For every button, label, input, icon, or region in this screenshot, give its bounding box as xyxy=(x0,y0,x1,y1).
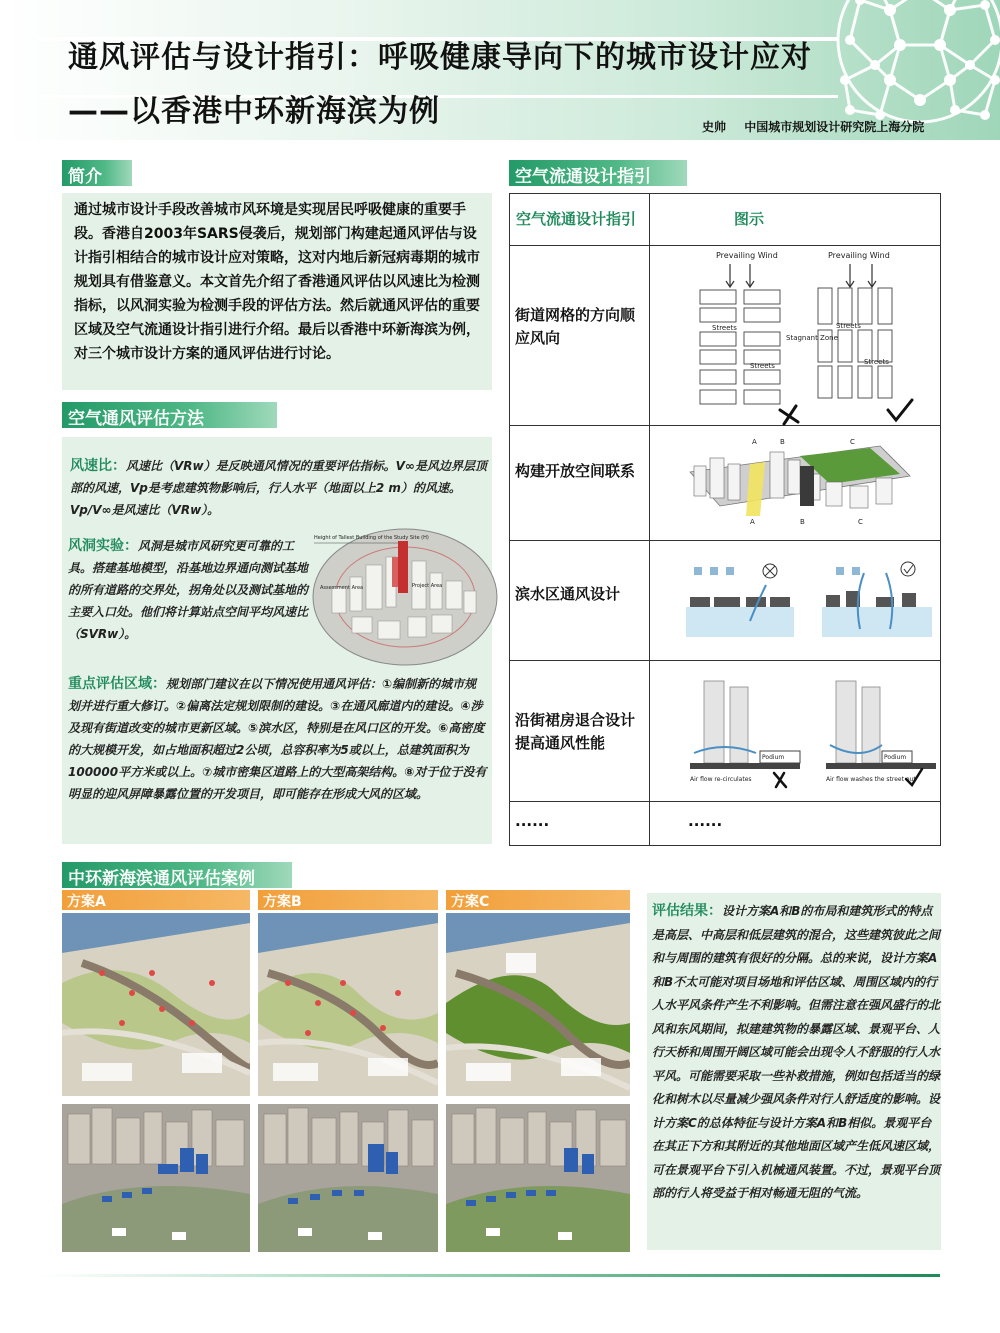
row-label-waterfront: 滨水区通风设计 xyxy=(515,585,621,603)
table-row xyxy=(510,802,940,845)
scheme-b-model-photo xyxy=(258,1104,438,1252)
row-label-ellipsis: ...... xyxy=(515,812,550,830)
table-header-row xyxy=(510,194,940,246)
cases-heading: 中环新海滨通风评估案例 xyxy=(62,862,292,888)
table-cell-label xyxy=(510,246,650,425)
result-paragraph xyxy=(652,900,940,1206)
caption-recirculates: Air flow re-circulates xyxy=(690,776,752,783)
open-space-diagram xyxy=(650,426,940,541)
podium-setback-diagram xyxy=(650,661,940,802)
vrw-paragraph xyxy=(70,455,490,521)
key-areas-text: 规划部门建议在以下情况使用通风评估：①编制新的城市规划并进行重大修订。②偏离法定规划限制的建设。③在通风廊道内的建设。④涉及现有街道改变的城市更新区域。⑤滨水区，特别是在风口区的开发。⑥高密度的大规模开发，如占地面积超过2公顷，总容积率为5或以上，总建筑面积为100000平方米或以上。⑦城市密集区道路上的大型高架结构。⑧对于位于没有明显的迎风屏障暴露位置的开发项目，即可能存在形成大风的区域。 xyxy=(68,677,487,801)
scheme-b-heading: 方案B xyxy=(258,890,438,910)
streets-label-right-2: Streets xyxy=(864,358,889,366)
author-name: 史帅 xyxy=(702,120,727,134)
footer-rule xyxy=(40,1274,940,1277)
wind-tunnel-label: 风洞实验： xyxy=(68,538,138,554)
table-cell-figure xyxy=(650,246,940,425)
table-cell-figure xyxy=(650,802,940,845)
wind-tunnel-paragraph xyxy=(68,535,308,645)
wind-tunnel-text: 风洞是城市风研究更可靠的工具。搭建基地模型，沿基地边界通向测试基地的所有道路的交界处，拐角处以及测试基地的主要入口处。他们将计算站点空间平均风速比（SVRw）。 xyxy=(68,539,309,641)
poster-title-line1: 通风评估与设计指引：呼吸健康导向下的城市设计应对 xyxy=(68,40,812,75)
author-organization: 中国城市规划设计研究院上海分院 xyxy=(744,120,925,134)
section-c-bottom: C xyxy=(858,518,863,526)
street-grid-diagram xyxy=(650,246,940,426)
streets-label-right: Streets xyxy=(836,322,861,330)
vrw-text: 风速比（VRw）是反映通风情况的重要评估指标。V∞是风边界层顶部的风速，Vp是考虑建筑物影响后，行人水平（地面以上2 m）的风速。Vp/V∞是风速比（VRw）。 xyxy=(70,459,487,517)
table-row xyxy=(510,426,940,541)
table-cell-label xyxy=(510,661,650,801)
table-col-guide: 空气流通设计指引 xyxy=(516,210,637,228)
table-header-cell-right xyxy=(650,194,940,245)
section-b-top: B xyxy=(780,438,785,446)
table-col-figure: 图示 xyxy=(734,210,765,228)
intro-text: 通过城市设计手段改善城市风环境是实现居民呼吸健康的重要手段。香港自2003年SARS侵袭后，规划部门构建起通风评估与设计指引相结合的城市设计应对策略，这对内地后新冠病毒期的城市规划具有借鉴意义。本文首先介绍了香港通风评估以风速比为检测指标，以风洞实验为检测手段的评估方法。然后就通风评估的重要区域及空气流通设计指引进行介绍。最后以香港中环新海滨为例，对三个城市设计方案的通风评估进行讨论。 xyxy=(74,202,480,362)
table-header-cell-left xyxy=(510,194,650,245)
table-row xyxy=(510,246,940,426)
scheme-a-heading: 方案A xyxy=(62,890,250,910)
table-row xyxy=(510,541,940,661)
caption-washes-out: Air flow washes the street out xyxy=(826,776,916,783)
scheme-b-plan-image xyxy=(258,913,438,1096)
poster-title-line2: ——以香港中环新海滨为例 xyxy=(68,94,440,129)
scheme-c-plan-image xyxy=(446,913,630,1096)
waterfront-diagram xyxy=(650,541,940,661)
guide-table xyxy=(509,193,941,846)
tunnel-label-assessment: Assessment Area xyxy=(320,585,364,591)
prevailing-wind-label-right: Prevailing Wind xyxy=(828,251,890,260)
guide-heading: 空气流通设计指引 xyxy=(509,160,687,186)
streets-label-left: Streets xyxy=(712,324,737,332)
vrw-label: 风速比： xyxy=(70,458,126,474)
key-areas-paragraph xyxy=(68,673,488,805)
scheme-c-heading: 方案C xyxy=(446,890,630,910)
podium-label-left: Podium xyxy=(762,754,785,761)
section-a-bottom: A xyxy=(750,518,755,526)
method-heading: 空气通风评估方法 xyxy=(62,402,277,428)
table-cell-label xyxy=(510,426,650,540)
intro-heading: 简介 xyxy=(62,160,132,186)
author-info xyxy=(702,118,938,135)
podium-label-right: Podium xyxy=(884,754,907,761)
wind-tunnel-model-image xyxy=(312,517,498,667)
key-areas-label: 重点评估区域： xyxy=(68,676,166,692)
stagnant-zone-label: Stagnant Zone xyxy=(786,334,838,342)
section-a-top: A xyxy=(752,438,757,446)
table-cell-figure xyxy=(650,661,940,801)
section-b-bottom: B xyxy=(800,518,805,526)
row-label-podium-setback: 沿街裙房退合设计提高通风性能 xyxy=(515,711,636,752)
streets-label-left-2: Streets xyxy=(750,362,775,370)
section-c-top: C xyxy=(850,438,855,446)
scheme-a-plan-image xyxy=(62,913,250,1096)
result-text: 设计方案A和B的布局和建筑形式的特点是高层、中高层和低层建筑的混合，这些建筑彼此之间和与周围的建筑有很好的分隔。总的来说，设计方案A和B不太可能对项目场地和评估区域、周围区域内的行人水平风条件产生不利影响。但需注意在强风盛行的北风和东风期间，拟建建筑物的暴露区域、景观平台、人行天桥和周围开阔区域可能会出现令人不舒服的行人水平风。可能需要采取一些补救措施，例如包括适当的绿化和树木以尽量减少强风条件对行人舒适度的影响。设计方案C的总体特征与设计方案A和B相似。景观平台在其正下方和其附近的其他地面区域产生低风速区域，可在景观平台下引入机械通风装置。不过，景观平台顶部的行人将受益于相对畅通无阻的气流。 xyxy=(652,904,941,1200)
tunnel-label-height: Height of Tallest Building of the Study Site (H) xyxy=(314,535,429,541)
table-cell-figure xyxy=(650,426,940,540)
scheme-a-model-photo xyxy=(62,1104,250,1252)
table-cell-label xyxy=(510,541,650,660)
row-figure-ellipsis: ...... xyxy=(688,812,723,830)
result-label: 评估结果： xyxy=(652,903,722,919)
table-row xyxy=(510,661,940,802)
poster-header xyxy=(0,0,1000,140)
table-cell-label xyxy=(510,802,650,845)
prevailing-wind-label-left: Prevailing Wind xyxy=(716,251,778,260)
table-cell-figure xyxy=(650,541,940,660)
row-label-street-grid: 街道网格的方向顺应风向 xyxy=(515,306,636,347)
scheme-c-model-photo xyxy=(446,1104,630,1252)
tunnel-label-project: Project Area xyxy=(412,583,443,589)
row-label-open-space: 构建开放空间联系 xyxy=(515,462,636,480)
